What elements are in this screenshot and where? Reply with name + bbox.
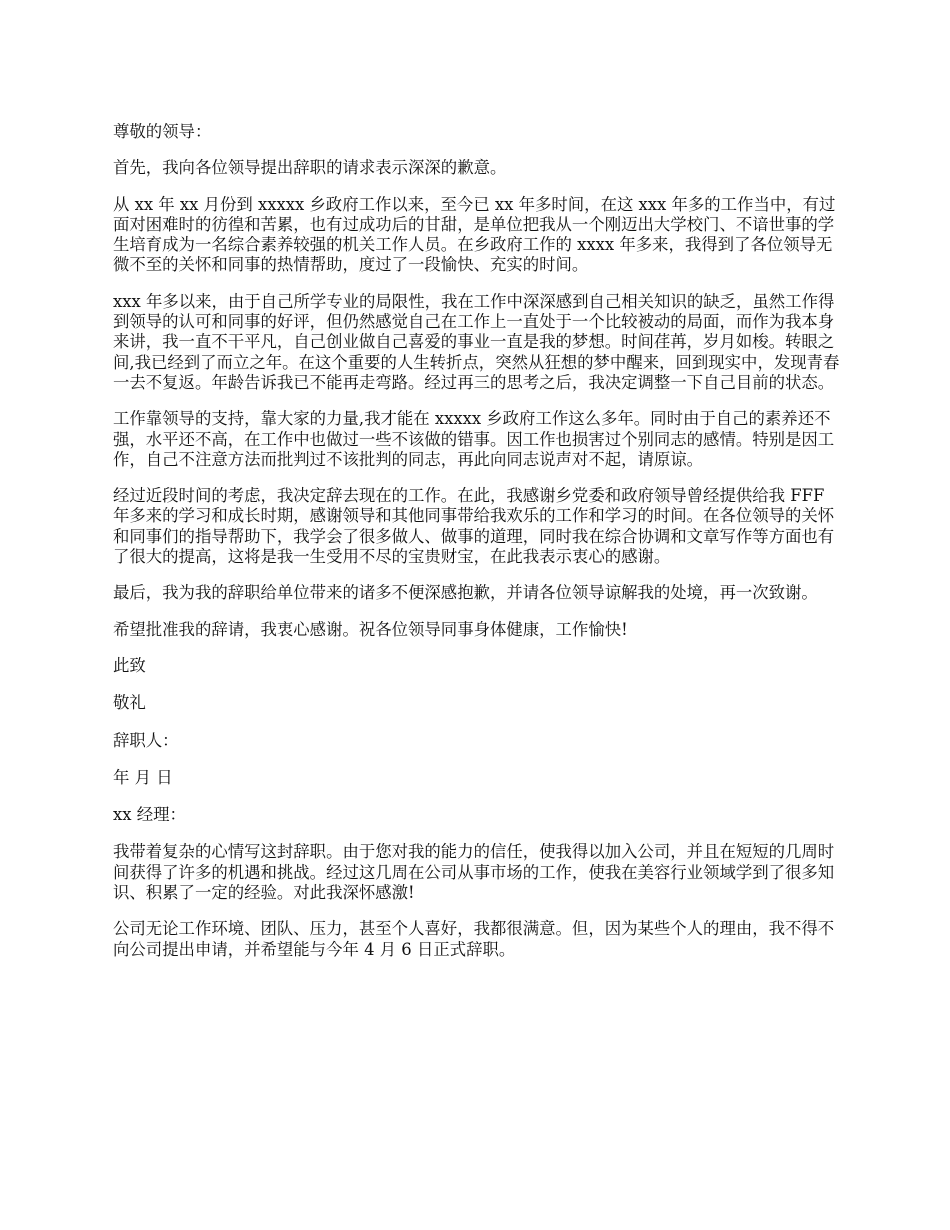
- salutation-manager: xx 经理：: [113, 805, 186, 825]
- paragraph-second-letter-request: 公司无论工作环境、团队、压力，甚至个人喜好，我都很满意。但，因为某些个人的理由，我不得不向公司提出申请，并希望能与今年 4 月 6 日正式辞职。: [113, 919, 835, 959]
- paragraph-work-history: 从 xx 年 xx 月份到 xxxxx 乡政府工作以来，至今已 xx 年多时间，在这 xxx 年多的工作当中，有过面对困难时的彷徨和苦累，也有过成功后的甘甜，是单位把我从一个刚迈出大学校门、不谙世事的学生培育成为一名综合素养较强的机关工作人员。在乡政府工作的 xxxx 年多来，我得到了各位领导无微不至的关怀和同事的热情帮助，度过了一段愉快、充实的时间。: [113, 194, 836, 275]
- paragraph-reasons: xxx 年多以来，由于自己所学专业的局限性，我在工作中深深感到自己相关知识的缺乏，虽然工作得到领导的认可和同事的好评，但仍然感觉自己在工作上一直处于一个比较被动的局面，而作为我本身来讲，我一直不干平凡，自己创业做自己喜爱的事业一直是我的梦想。时间荏苒，岁月如梭。转眼之间,我已经到了而立之年。在这个重要的人生转折点，突然从狂想的梦中醒来，回到现实中，发现青春一去不复返。年龄告诉我已不能再走弯路。经过再三的思考之后，我决定调整一下自己目前的状态。: [113, 291, 840, 392]
- signature-label: 辞职人：: [113, 730, 179, 750]
- paragraph-wishes: 希望批准我的辞请，我衷心感谢。祝各位领导同事身体健康，工作愉快!: [113, 619, 628, 639]
- closing-jingli: 敬礼: [113, 693, 146, 713]
- paragraph-final-apology: 最后，我为我的辞职给单位带来的诸多不便深感抱歉，并请各位领导谅解我的处境，再一次致谢。: [113, 583, 818, 603]
- paragraph-second-letter-intro: 我带着复杂的心情写这封辞职。由于您对我的能力的信任，使我得以加入公司，并且在短短的几周时间获得了许多的机遇和挑战。经过这几周在公司从事市场的工作，使我在美容行业领域学到了很多知识、积累了一定的经验。对此我深怀感激!: [113, 842, 835, 903]
- closing-cizhi: 此致: [113, 655, 146, 675]
- paragraph-decision: 经过近段时间的考虑，我决定辞去现在的工作。在此，我感谢乡党委和政府领导曾经提供给我 FFF 年多来的学习和成长时期，感谢领导和其他同事带给我欢乐的工作和学习的时间。在各位领导的关怀和同事们的指导帮助下，我学会了很多做人、做事的道理，同时我在综合协调和文章写作等方面也有了很大的提高，这将是我一生受用不尽的宝贵财宝，在此我表示衷心的感谢。: [113, 486, 835, 567]
- paragraph-thanks-colleagues: 工作靠领导的支持，靠大家的力量,我才能在 xxxxx 乡政府工作这么多年。同时由于自己的素养还不强，水平还不高，在工作中也做过一些不该做的错事。因工作也损害过个别同志的感情。特别是因工作，自己不注意方法而批判过不该批判的同志，再此向同志说声对不起，请原谅。: [113, 409, 835, 469]
- paragraph-apology: 首先，我向各位领导提出辞职的请求表示深深的歉意。: [113, 158, 507, 178]
- document-body: [113, 122, 843, 976]
- date-line: 年 月 日: [113, 767, 173, 787]
- salutation: 尊敬的领导：: [113, 122, 212, 141]
